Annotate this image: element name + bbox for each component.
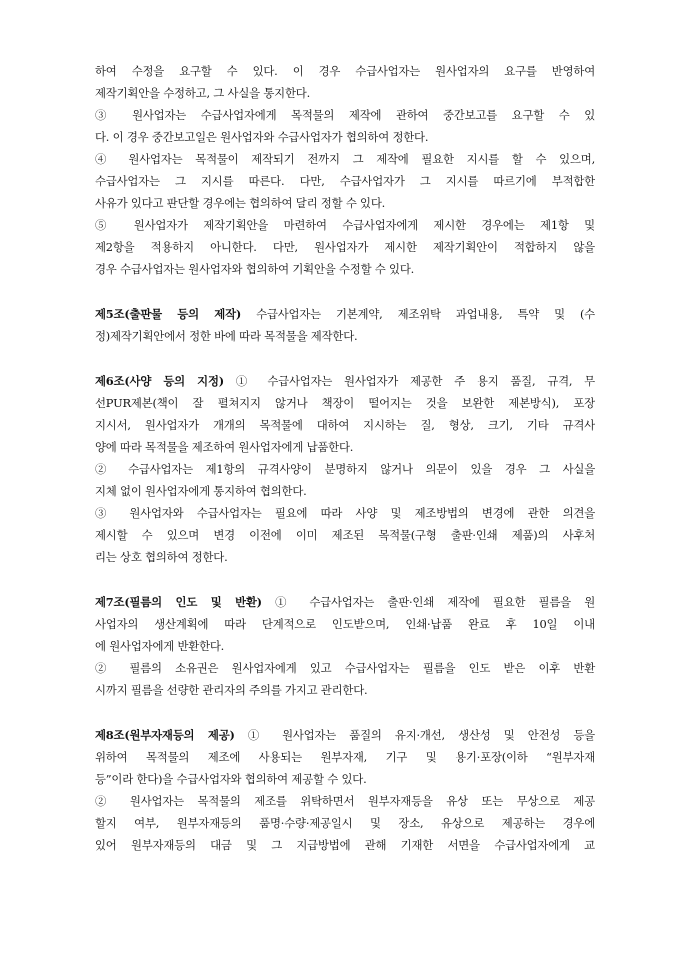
text-line: ③ 원사업자와 수급사업자는 필요에 따라 사양 및 제조방법의 변경에 관한 의견을	[95, 506, 595, 520]
article-7	[95, 591, 595, 701]
text-line: 경우 수급사업자는 원사업자와 협의하여 기획안을 수정할 수 있다.	[95, 262, 415, 276]
intro-paragraphs	[95, 60, 595, 280]
text-line: 지시서, 원사업자가 개개의 목적물에 대하여 지시하는 질, 형상, 크기, 기타 규격사	[95, 418, 595, 432]
text-line: ② 필름의 소유권은 원사업자에게 있고 수급사업자는 필름을 인도 받은 이후 반환	[95, 661, 595, 675]
text-line: 양에 따라 목적물을 제조하여 원사업자에게 납품한다.	[95, 440, 354, 454]
document-page	[95, 60, 595, 856]
text-line: ④ 원사업자는 목적물이 제작되기 전까지 그 제작에 필요한 지시를 할 수 있으며,	[95, 152, 595, 166]
text-line: 할지 여부, 원부자재등의 품명·수량·제공일시 및 장소, 유상으로 제공하는 경우에	[95, 816, 595, 830]
text-line: 하여 수정을 요구할 수 있다. 이 경우 수급사업자는 원사업자의 요구를 반영하여	[95, 64, 595, 78]
article-text: ① 원사업자는 품질의 유지·개선, 생산성 및 안전성 등을	[234, 728, 595, 742]
text-line: 등”이라 한다)을 수급사업자와 협의하여 제공할 수 있다.	[95, 772, 367, 786]
text-line: 에 원사업자에게 반환한다.	[95, 639, 225, 653]
article-first-line	[95, 724, 595, 746]
text-line: 사유가 있다고 판단할 경우에는 협의하여 달리 정할 수 있다.	[95, 196, 386, 210]
text-line: 제시할 수 있으며 변경 이전에 이미 제조된 목적물(구형 출판·인쇄 제품)의 사후처	[95, 528, 595, 542]
article-8	[95, 724, 595, 856]
article-5	[95, 303, 595, 347]
text-line: 선PUR제본(책이 잘 펼쳐지지 않거나 책장이 떨어지는 것을 보완한 제본방식), 포장	[95, 396, 595, 410]
article-heading: 제6조(사양 등의 지정)	[95, 374, 224, 388]
text-line: 다. 이 경우 중간보고일은 원사업자와 수급사업자가 협의하여 정한다.	[95, 130, 429, 144]
article-6	[95, 370, 595, 568]
text-line: 수급사업자는 그 지시를 따른다. 다만, 수급사업자가 그 지시를 따르기에 부적합한	[95, 174, 595, 188]
text-line: 정)제작기획안에서 정한 바에 따라 목적물을 제작한다.	[95, 329, 358, 343]
article-heading: 제7조(필름의 인도 및 반환)	[95, 595, 262, 609]
text-line: 위하여 목적물의 제조에 사용되는 원부자재, 기구 및 용기·포장(이하 “원부자재	[95, 750, 595, 764]
article-text: ① 수급사업자는 출판·인쇄 제작에 필요한 필름을 원	[261, 595, 595, 609]
text-line: ② 수급사업자는 제1항의 규격사양이 분명하지 않거나 의문이 있을 경우 그 사실을	[95, 462, 595, 476]
article-heading: 제8조(원부자재등의 제공)	[95, 728, 235, 742]
article-text: ① 수급사업자는 원사업자가 제공한 주 용지 품질, 규격, 무	[223, 374, 595, 388]
article-text: 수급사업자는 기본계약, 제조위탁 과업내용, 특약 및 (수	[241, 307, 595, 321]
text-line: ③ 원사업자는 수급사업자에게 목적물의 제작에 관하여 중간보고를 요구할 수 있	[95, 108, 595, 122]
article-first-line	[95, 591, 595, 613]
text-line: 지체 없이 원사업자에게 통지하여 협의한다.	[95, 484, 307, 498]
article-heading: 제5조(출판물 등의 제작)	[95, 307, 242, 321]
text-line: 시까지 필름을 선량한 관리자의 주의를 가지고 관리한다.	[95, 683, 368, 697]
article-first-line	[95, 370, 595, 392]
text-line: 리는 상호 협의하여 정한다.	[95, 550, 228, 564]
text-line: ⑤ 원사업자가 제작기획안을 마련하여 수급사업자에게 제시한 경우에는 제1항 및	[95, 218, 595, 232]
text-line: 있어 원부자재등의 대금 및 그 지급방법에 관해 기재한 서면을 수급사업자에게 교	[95, 838, 595, 852]
article-first-line	[95, 303, 595, 325]
text-line: 제2항을 적용하지 아니한다. 다만, 원사업자가 제시한 제작기획안이 적합하지 않을	[95, 240, 595, 254]
text-line: 제작기획안을 수정하고, 그 사실을 통지한다.	[95, 86, 310, 100]
text-line: 사업자의 생산계획에 따라 단계적으로 인도받으며, 인쇄·납품 완료 후 10일 이내	[95, 617, 595, 631]
text-line: ② 원사업자는 목적물의 제조를 위탁하면서 원부자재등을 유상 또는 무상으로 제공	[95, 794, 595, 808]
